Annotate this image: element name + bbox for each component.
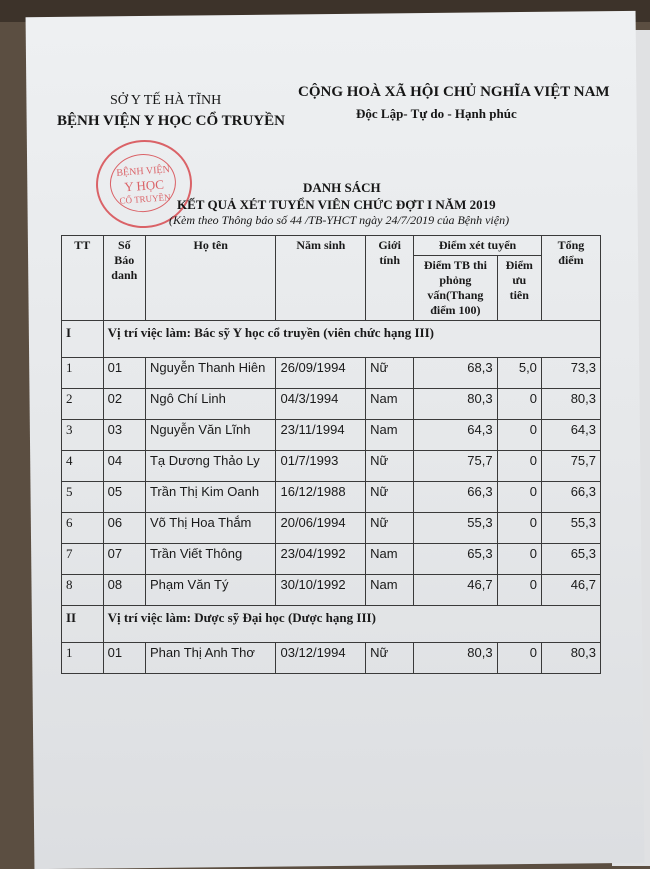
cell-tt: 1 bbox=[62, 358, 104, 389]
table-row bbox=[62, 643, 601, 674]
table-row bbox=[62, 544, 601, 575]
cell-name: Tạ Dương Thảo Ly bbox=[145, 451, 276, 482]
motto: Độc Lập- Tự do - Hạnh phúc bbox=[356, 106, 517, 121]
cell-dob: 03/12/1994 bbox=[276, 643, 366, 674]
hospital-name: BỆNH VIỆN Y HỌC CỔ TRUYỀN bbox=[57, 113, 285, 129]
col-tt: TT bbox=[62, 236, 104, 321]
cell-name: Trần Thị Kim Oanh bbox=[145, 482, 276, 513]
document-subtitle: KẾT QUẢ XÉT TUYỂN VIÊN CHỨC ĐỢT I NĂM 2019 bbox=[177, 197, 496, 212]
cell-dob: 04/3/1994 bbox=[276, 389, 366, 420]
seal-line-3: CỔ TRUYỀN bbox=[119, 192, 171, 206]
cell-sbd: 06 bbox=[103, 513, 145, 544]
cell-score-tb: 65,3 bbox=[414, 544, 497, 575]
cell-gender: Nữ bbox=[366, 482, 414, 513]
cell-tt: 3 bbox=[62, 420, 104, 451]
cell-score-tb: 75,7 bbox=[414, 451, 497, 482]
cell-dob: 01/7/1993 bbox=[276, 451, 366, 482]
document-note: (Kèm theo Thông báo số 44 /TB-YHCT ngày 24/7/2019 của Bệnh viện) bbox=[169, 213, 510, 227]
cell-total: 80,3 bbox=[541, 389, 600, 420]
cell-gender: Nam bbox=[366, 575, 414, 606]
cell-dob: 23/04/1992 bbox=[276, 544, 366, 575]
cell-tt: 1 bbox=[62, 643, 104, 674]
country-name: CỘNG HOÀ XÃ HỘI CHỦ NGHĨA VIỆT NAM bbox=[298, 84, 610, 100]
cell-name: Trần Viết Thông bbox=[145, 544, 276, 575]
col-dob: Năm sinh bbox=[276, 236, 366, 321]
cell-name: Nguyễn Văn Lĩnh bbox=[145, 420, 276, 451]
table-row bbox=[62, 451, 601, 482]
cell-tt: 8 bbox=[62, 575, 104, 606]
cell-score-ut: 5,0 bbox=[497, 358, 541, 389]
cell-dob: 20/06/1994 bbox=[276, 513, 366, 544]
cell-total: 73,3 bbox=[541, 358, 600, 389]
table-row bbox=[62, 420, 601, 451]
cell-score-tb: 80,3 bbox=[414, 643, 497, 674]
section-title: Vị trí việc làm: Bác sỹ Y học cổ truyền (viên chức hạng III) bbox=[103, 321, 600, 358]
cell-sbd: 01 bbox=[103, 643, 145, 674]
cell-total: 55,3 bbox=[541, 513, 600, 544]
department-name: SỞ Y TẾ HÀ TĨNH bbox=[110, 93, 222, 108]
cell-sbd: 04 bbox=[103, 451, 145, 482]
cell-total: 80,3 bbox=[541, 643, 600, 674]
cell-score-ut: 0 bbox=[497, 544, 541, 575]
col-name: Họ tên bbox=[145, 236, 276, 321]
cell-score-ut: 0 bbox=[497, 643, 541, 674]
cell-tt: 5 bbox=[62, 482, 104, 513]
section-number: II bbox=[62, 606, 104, 643]
col-score-tb: Điểm TB thi phỏng vấn(Thang điểm 100) bbox=[414, 256, 497, 321]
table-body bbox=[62, 321, 601, 674]
cell-total: 66,3 bbox=[541, 482, 600, 513]
cell-dob: 26/09/1994 bbox=[276, 358, 366, 389]
cell-score-ut: 0 bbox=[497, 513, 541, 544]
cell-total: 46,7 bbox=[541, 575, 600, 606]
cell-gender: Nữ bbox=[366, 643, 414, 674]
cell-total: 64,3 bbox=[541, 420, 600, 451]
col-total: Tổng điểm bbox=[541, 236, 600, 321]
section-row bbox=[62, 606, 601, 643]
cell-total: 65,3 bbox=[541, 544, 600, 575]
cell-sbd: 01 bbox=[103, 358, 145, 389]
cell-score-ut: 0 bbox=[497, 482, 541, 513]
cell-score-ut: 0 bbox=[497, 420, 541, 451]
cell-score-ut: 0 bbox=[497, 389, 541, 420]
cell-sbd: 07 bbox=[103, 544, 145, 575]
cell-dob: 23/11/1994 bbox=[276, 420, 366, 451]
cell-name: Phạm Văn Tý bbox=[145, 575, 276, 606]
cell-score-tb: 66,3 bbox=[414, 482, 497, 513]
cell-name: Phan Thị Anh Thơ bbox=[145, 643, 276, 674]
header-row bbox=[62, 236, 601, 256]
cell-score-tb: 55,3 bbox=[414, 513, 497, 544]
cell-name: Võ Thị Hoa Thắm bbox=[145, 513, 276, 544]
cell-gender: Nam bbox=[366, 389, 414, 420]
cell-name: Nguyễn Thanh Hiên bbox=[145, 358, 276, 389]
cell-score-tb: 46,7 bbox=[414, 575, 497, 606]
seal-line-2: Y HỌC bbox=[123, 176, 165, 195]
table-row bbox=[62, 389, 601, 420]
results-table bbox=[61, 235, 601, 674]
cell-score-tb: 68,3 bbox=[414, 358, 497, 389]
cell-total: 75,7 bbox=[541, 451, 600, 482]
table-row bbox=[62, 575, 601, 606]
cell-score-ut: 0 bbox=[497, 451, 541, 482]
section-title: Vị trí việc làm: Dược sỹ Đại học (Dược hạng III) bbox=[103, 606, 600, 643]
cell-score-ut: 0 bbox=[497, 575, 541, 606]
section-number: I bbox=[62, 321, 104, 358]
cell-score-tb: 64,3 bbox=[414, 420, 497, 451]
cell-name: Ngô Chí Linh bbox=[145, 389, 276, 420]
cell-tt: 6 bbox=[62, 513, 104, 544]
cell-gender: Nữ bbox=[366, 513, 414, 544]
cell-gender: Nữ bbox=[366, 451, 414, 482]
document-title: DANH SÁCH bbox=[303, 180, 381, 195]
col-sbd: Số Báo danh bbox=[103, 236, 145, 321]
seal-line-1: BỆNH VIỆN bbox=[116, 164, 171, 179]
cell-dob: 30/10/1992 bbox=[276, 575, 366, 606]
cell-sbd: 03 bbox=[103, 420, 145, 451]
col-score-ut: Điểm ưu tiên bbox=[497, 256, 541, 321]
table-row bbox=[62, 513, 601, 544]
cell-sbd: 02 bbox=[103, 389, 145, 420]
cell-tt: 7 bbox=[62, 544, 104, 575]
cell-sbd: 08 bbox=[103, 575, 145, 606]
cell-score-tb: 80,3 bbox=[414, 389, 497, 420]
cell-dob: 16/12/1988 bbox=[276, 482, 366, 513]
cell-gender: Nữ bbox=[366, 358, 414, 389]
cell-tt: 2 bbox=[62, 389, 104, 420]
col-score-group: Điểm xét tuyển bbox=[414, 236, 542, 256]
cell-gender: Nam bbox=[366, 544, 414, 575]
cell-sbd: 05 bbox=[103, 482, 145, 513]
table-row bbox=[62, 482, 601, 513]
section-row bbox=[62, 321, 601, 358]
cell-tt: 4 bbox=[62, 451, 104, 482]
cell-gender: Nam bbox=[366, 420, 414, 451]
table-row bbox=[62, 358, 601, 389]
col-gender: Giới tính bbox=[366, 236, 414, 321]
